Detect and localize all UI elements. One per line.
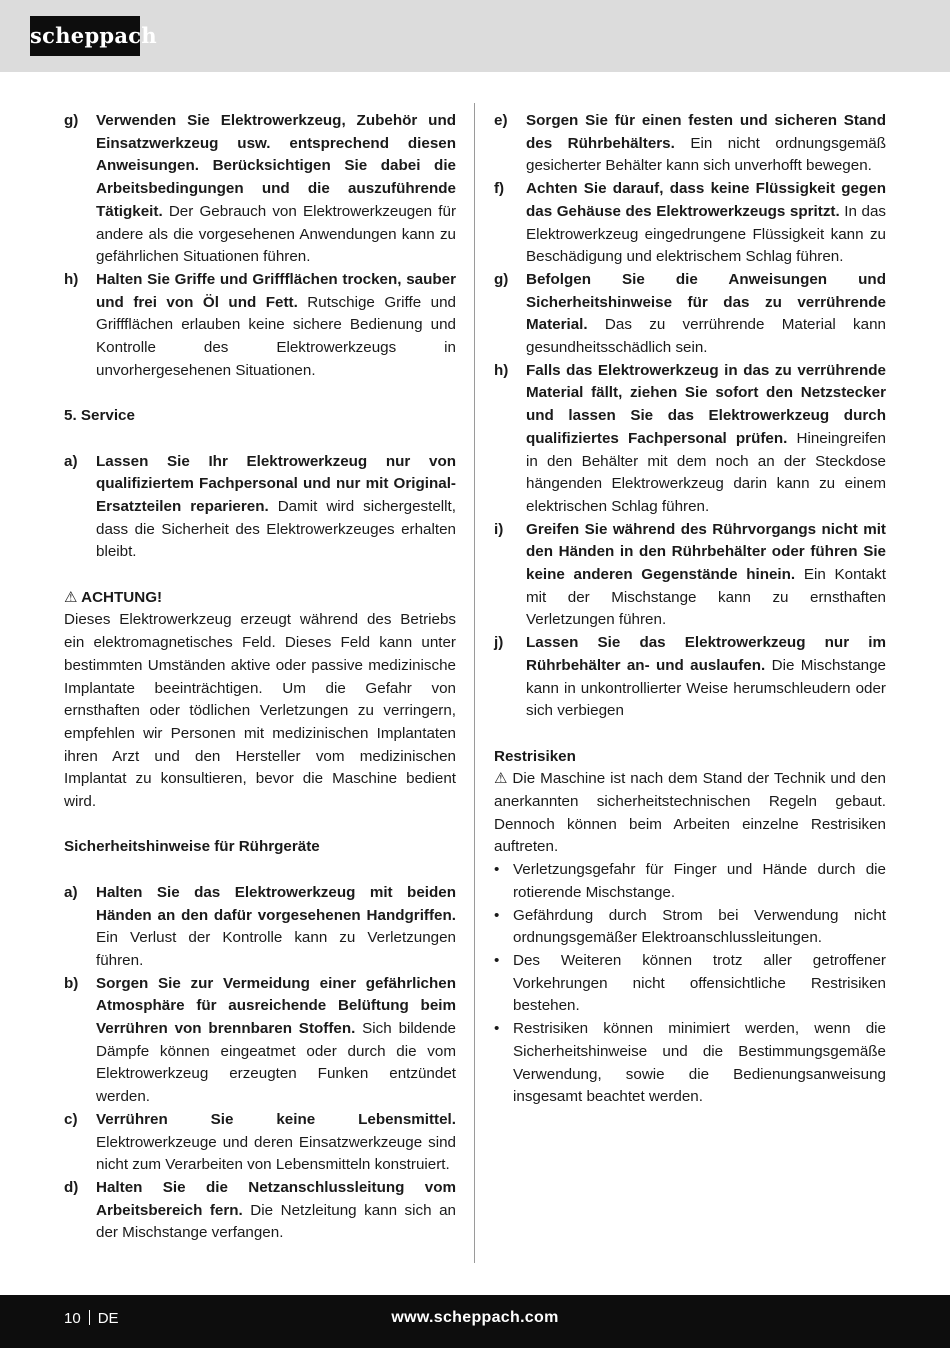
item-text: Damit wird sichergestellt, dass die Sicherheit des Elektrowerkzeuges erhalten bleibt.	[96, 497, 456, 561]
item-marker: a)	[64, 452, 78, 470]
item-text: Ein Verlust der Kontrolle kann zu Verletzungen führen.	[96, 929, 456, 969]
service-heading: 5. Service	[64, 407, 135, 425]
item-bold-text: Sorgen Sie für einen festen und sicheren Stand des Rührbehälters.	[526, 112, 886, 152]
item-text: Die Mischstange kann in unkontrollierter Weise herumschleudern oder sich verbiegen	[526, 656, 886, 720]
bullet-dot-icon: •	[494, 952, 500, 969]
sicherheit-heading: Sicherheitshinweise für Rührgeräte	[64, 838, 320, 856]
column-divider	[474, 103, 475, 1263]
item-bold-text: Achten Sie darauf, dass keine Flüssigkeit gegen das Gehäuse des Elektrowerkzeugs spritzt.	[526, 180, 886, 220]
list-item-f	[494, 178, 886, 269]
ruehr-item-c	[64, 1109, 456, 1177]
footer-bar	[0, 1295, 950, 1348]
item-marker: h)	[64, 270, 79, 288]
item-text: Elektrowerkzeuge und deren Einsatzwerkzeuge sind nicht zum Verarbeiten von Lebensmitteln konstruiert.	[96, 1133, 456, 1174]
bullet-dot-icon: •	[494, 906, 500, 924]
achtung-heading	[64, 587, 456, 610]
item-bold-text: Verrühren Sie keine Lebensmittel.	[96, 1110, 456, 1128]
bullet-item	[494, 905, 886, 950]
item-text: Rutschige Griffe und Griffflächen erlauben keine sichere Bedienung und Kontrolle des Elektrowerkzeugs in unvorhergesehenen Situationen.	[96, 293, 456, 379]
item-text: Das zu verrührende Material kann gesundheitsschädlich sein.	[526, 316, 886, 357]
warning-triangle-icon: ⚠	[64, 588, 78, 606]
language-code: DE	[97, 1310, 119, 1327]
item-text: Hineingreifen in den Behälter mit dem noch an der Steckdose hängenden Elektrowerkzeug darin kann zu einem elektrischen Schlag führen.	[526, 429, 886, 515]
bullet-item	[494, 859, 886, 904]
list-item-h	[64, 269, 456, 383]
bullet-dot-icon: •	[494, 1020, 500, 1038]
item-bold-text: Greifen Sie während des Rührvorgangs nicht mit den Händen in den Rührbehälter oder führen Sie keine anderen Gegenstände hinein.	[526, 520, 886, 584]
item-text: In das Elektrowerkzeug eingedrungene Flüssigkeit kann zu Beschädigung und elektrischem Schlag führen.	[526, 202, 886, 266]
website-link[interactable]: www.scheppach.com	[391, 1309, 559, 1326]
header-bar	[0, 0, 950, 72]
item-marker: b)	[64, 974, 79, 992]
list-item-e	[494, 110, 886, 178]
bullet-text: Gefährdung durch Strom bei Verwendung nicht ordnungsgemäßer Elektroanschlussleitungen.	[513, 906, 886, 947]
item-marker: f)	[494, 180, 505, 198]
item-marker: h)	[494, 361, 509, 379]
item-marker: d)	[64, 1178, 79, 1196]
item-bold-text: Halten Sie das Elektrowerkzeug mit beiden Händen an den dafür vorgesehenen Handgriffen.	[96, 883, 456, 924]
bullet-item	[494, 1018, 886, 1109]
service-item-a	[64, 451, 456, 565]
restrisiken-intro	[494, 768, 886, 859]
bullet-text: Des Weiteren können trotz aller getroffener Vorkehrungen nicht offensichtliche Restrisiken bestehen.	[513, 952, 886, 1015]
ruehr-item-b	[64, 973, 456, 1109]
list-item-h	[494, 360, 886, 519]
item-text: Ein Kontakt mit der Mischstange kann zu ernsthaften Verletzungen führen.	[526, 566, 886, 629]
list-item-i	[494, 519, 886, 633]
item-text: Der Gebrauch von Elektrowerkzeugen für andere als die vorgesehenen Anwendungen kann zu gefährlichen Situationen führen.	[96, 202, 456, 266]
scheppach-logo: scheppach	[30, 16, 140, 56]
achtung-text: Dieses Elektrowerkzeug erzeugt während des Betriebs ein elektromagnetisches Feld. Dieses Feld kann unter bestimmten Umständen aktive oder passive medizinische Implantate beeinträchtigen. Um die Gefahr von ernsthaften oder tödlichen Verletzungen zu verringern, empfehlen wir Personen mit medizinischen Implantaten ihren Arzt und den Hersteller vom medizinischen Implantat zu konsultieren, bevor die Maschine bedient wird.	[64, 611, 456, 811]
item-marker: e)	[494, 112, 508, 129]
item-bold-text: Verwenden Sie Elektrowerkzeug, Zubehör und Einsatzwerkzeug usw. entsprechend diesen Anweisungen. Berücksichtigen Sie dabei die Arbeitsbedingungen und die auszuführende Tätigkeit.	[96, 112, 456, 220]
list-item-j	[494, 632, 886, 723]
right-column	[494, 110, 886, 1109]
item-bold-text: Sorgen Sie zur Vermeidung einer gefährlichen Atmosphäre für ausreichende Belüftung beim Verrühren von brennbaren Stoffen.	[96, 974, 456, 1038]
bullet-text: Restrisiken können minimiert werden, wenn die Sicherheitshinweise und die Bestimmungsgemäße Verwendung, sowie die Bedienungsanweisung insgesamt beachtet werden.	[513, 1020, 886, 1106]
item-bold-text: Lassen Sie Ihr Elektrowerkzeug nur von qualifiziertem Fachpersonal und nur mit Original-Ersatzteilen reparieren.	[96, 452, 456, 515]
item-bold-text: Befolgen Sie die Anweisungen und Sicherheitshinweise für das zu verrührende Material.	[526, 270, 886, 334]
bullet-item	[494, 950, 886, 1018]
item-marker: i)	[494, 520, 504, 538]
item-marker: c)	[64, 1110, 78, 1128]
restrisiken-intro-text: Die Maschine ist nach dem Stand der Technik und den anerkannten sicherheitstechnischen Regeln gebaut. Dennoch können beim Arbeiten einzelne Restrisiken auftreten.	[494, 770, 886, 856]
item-marker: a)	[64, 883, 78, 901]
item-text: Die Netzleitung kann sich an der Mischstange verfangen.	[96, 1201, 456, 1242]
list-item-g	[64, 110, 456, 269]
warning-triangle-icon: ⚠	[494, 770, 508, 788]
item-bold-text: Halten Sie die Netzanschlussleitung vom Arbeitsbereich fern.	[96, 1178, 456, 1219]
item-marker: j)	[494, 634, 504, 652]
left-column	[64, 110, 456, 1245]
ruehr-item-d	[64, 1177, 456, 1245]
ruehr-item-a	[64, 882, 456, 973]
item-bold-text: Halten Sie Griffe und Griffflächen trocken, sauber und frei von Öl und Fett.	[96, 270, 456, 311]
bullet-text: Verletzungsgefahr für Finger und Hände durch die rotierende Mischstange.	[513, 861, 886, 901]
item-text: Sich bildende Dämpfe können eingeatmet oder durch die vom Elektrowerkzeug erzeugten Funken entzündet werden.	[96, 1020, 456, 1106]
list-item-g	[494, 269, 886, 360]
item-marker: g)	[494, 270, 509, 288]
restrisiken-heading: Restrisiken	[494, 747, 576, 765]
item-text: Ein nicht ordnungsgemäß gesicherter Behälter kann sich unverhofft bewegen.	[526, 134, 886, 175]
achtung-heading-text: ACHTUNG!	[81, 588, 163, 606]
item-bold-text: Lassen Sie das Elektrowerkzeug nur im Rührbehälter an- und auslaufen.	[526, 634, 886, 674]
bullet-dot-icon: •	[494, 861, 500, 879]
item-bold-text: Falls das Elektrowerkzeug in das zu verrührende Material fällt, ziehen Sie sofort den Netzstecker und lassen Sie das Elektrowerkzeug durch qualifiziertes Fachpersonal prüfen.	[526, 361, 886, 447]
item-marker: g)	[64, 112, 79, 129]
page-number-value: 10	[64, 1310, 81, 1327]
